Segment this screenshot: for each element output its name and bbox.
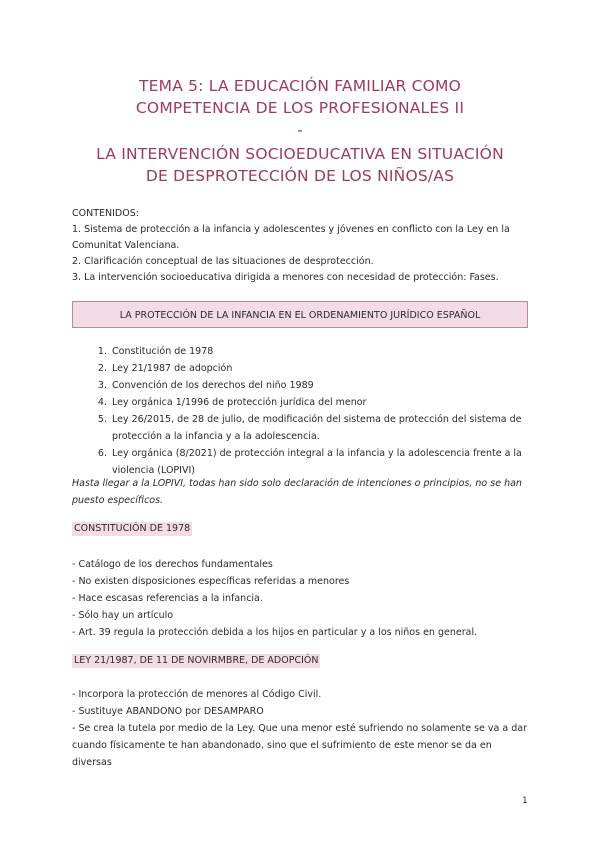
list-item: - Art. 39 regula la protección debida a los hijos en particular y a los niños en general. [72, 627, 478, 638]
adoption-law-list [72, 686, 528, 771]
contents-item: 2. Clarificación conceptual de las situaciones de desprotección. [72, 256, 374, 267]
list-item: 2. Ley 21/1987 de adopción [110, 360, 528, 377]
contents-item: 1. Sistema de protección a la infancia y adolescentes y jóvenes en conflicto con la Ley en la Comunitat Valenciana. [72, 224, 510, 251]
page-number: 1 [522, 796, 528, 806]
italic-note: Hasta llegar a la LOPIVI, todas han sido solo declaración de intenciones o principios, no se han puesto específicos. [72, 478, 522, 506]
contents-item: 3. La intervención socioeducativa dirigida a menores con necesidad de protección: Fases. [72, 272, 499, 283]
section-heading-box: LA PROTECCIÓN DE LA INFANCIA EN EL ORDENAMIENTO JURÍDICO ESPAÑOL [72, 301, 528, 328]
list-item: 6. Ley orgánica (8/2021) de protección integral a la infancia y la adolescencia frente a la violencia (LOPIVI) [110, 445, 528, 479]
list-item: 5. Ley 26/2015, de 28 de julio, de modificación del sistema de protección del sistema de protección a la infancia y a la adolescencia. [110, 411, 528, 445]
list-item: - Sustituye ABANDONO por DESAMPARO [72, 706, 264, 717]
title-line-4: DE DESPROTECCIÓN DE LOS NIÑOS/AS [145, 167, 455, 185]
title-separator: - [297, 121, 303, 139]
list-item: 1. Constitución de 1978 [110, 343, 528, 360]
adoption-law-heading: LEY 21/1987, DE 11 DE NOVIRMBRE, DE ADOPCIÓN [74, 655, 319, 666]
constitution-heading: CONSTITUCIÓN DE 1978 [74, 523, 191, 534]
list-item: - No existen disposiciones específicas referidas a menores [72, 576, 350, 587]
title-line-1: TEMA 5: LA EDUCACIÓN FAMILIAR COMO [139, 77, 461, 95]
contents-heading: CONTENIDOS: [72, 208, 139, 219]
laws-list [72, 343, 528, 479]
list-item: - Incorpora la protección de menores al Código Civil. [72, 689, 322, 700]
list-item: 3. Convención de los derechos del niño 1989 [110, 377, 528, 394]
list-item: 4. Ley orgánica 1/1996 de protección jurídica del menor [110, 394, 528, 411]
list-item: - Catálogo de los derechos fundamentales [72, 559, 273, 570]
title-line-2: COMPETENCIA DE LOS PROFESIONALES II [135, 99, 465, 117]
contents-block [72, 206, 532, 286]
list-item: - Hace escasas referencias a la infancia. [72, 593, 263, 604]
constitution-list [72, 556, 528, 641]
list-item: - Se crea la tutela por medio de la Ley. Que una menor esté sufriendo no solamente se va a dar cuando físicamente te han abandonado, sino que el sufrimiento de este menor se da en diversas [72, 723, 527, 768]
title-line-3: LA INTERVENCIÓN SOCIOEDUCATIVA EN SITUACIÓN [96, 145, 504, 163]
list-item: - Sólo hay un artículo [72, 610, 174, 621]
